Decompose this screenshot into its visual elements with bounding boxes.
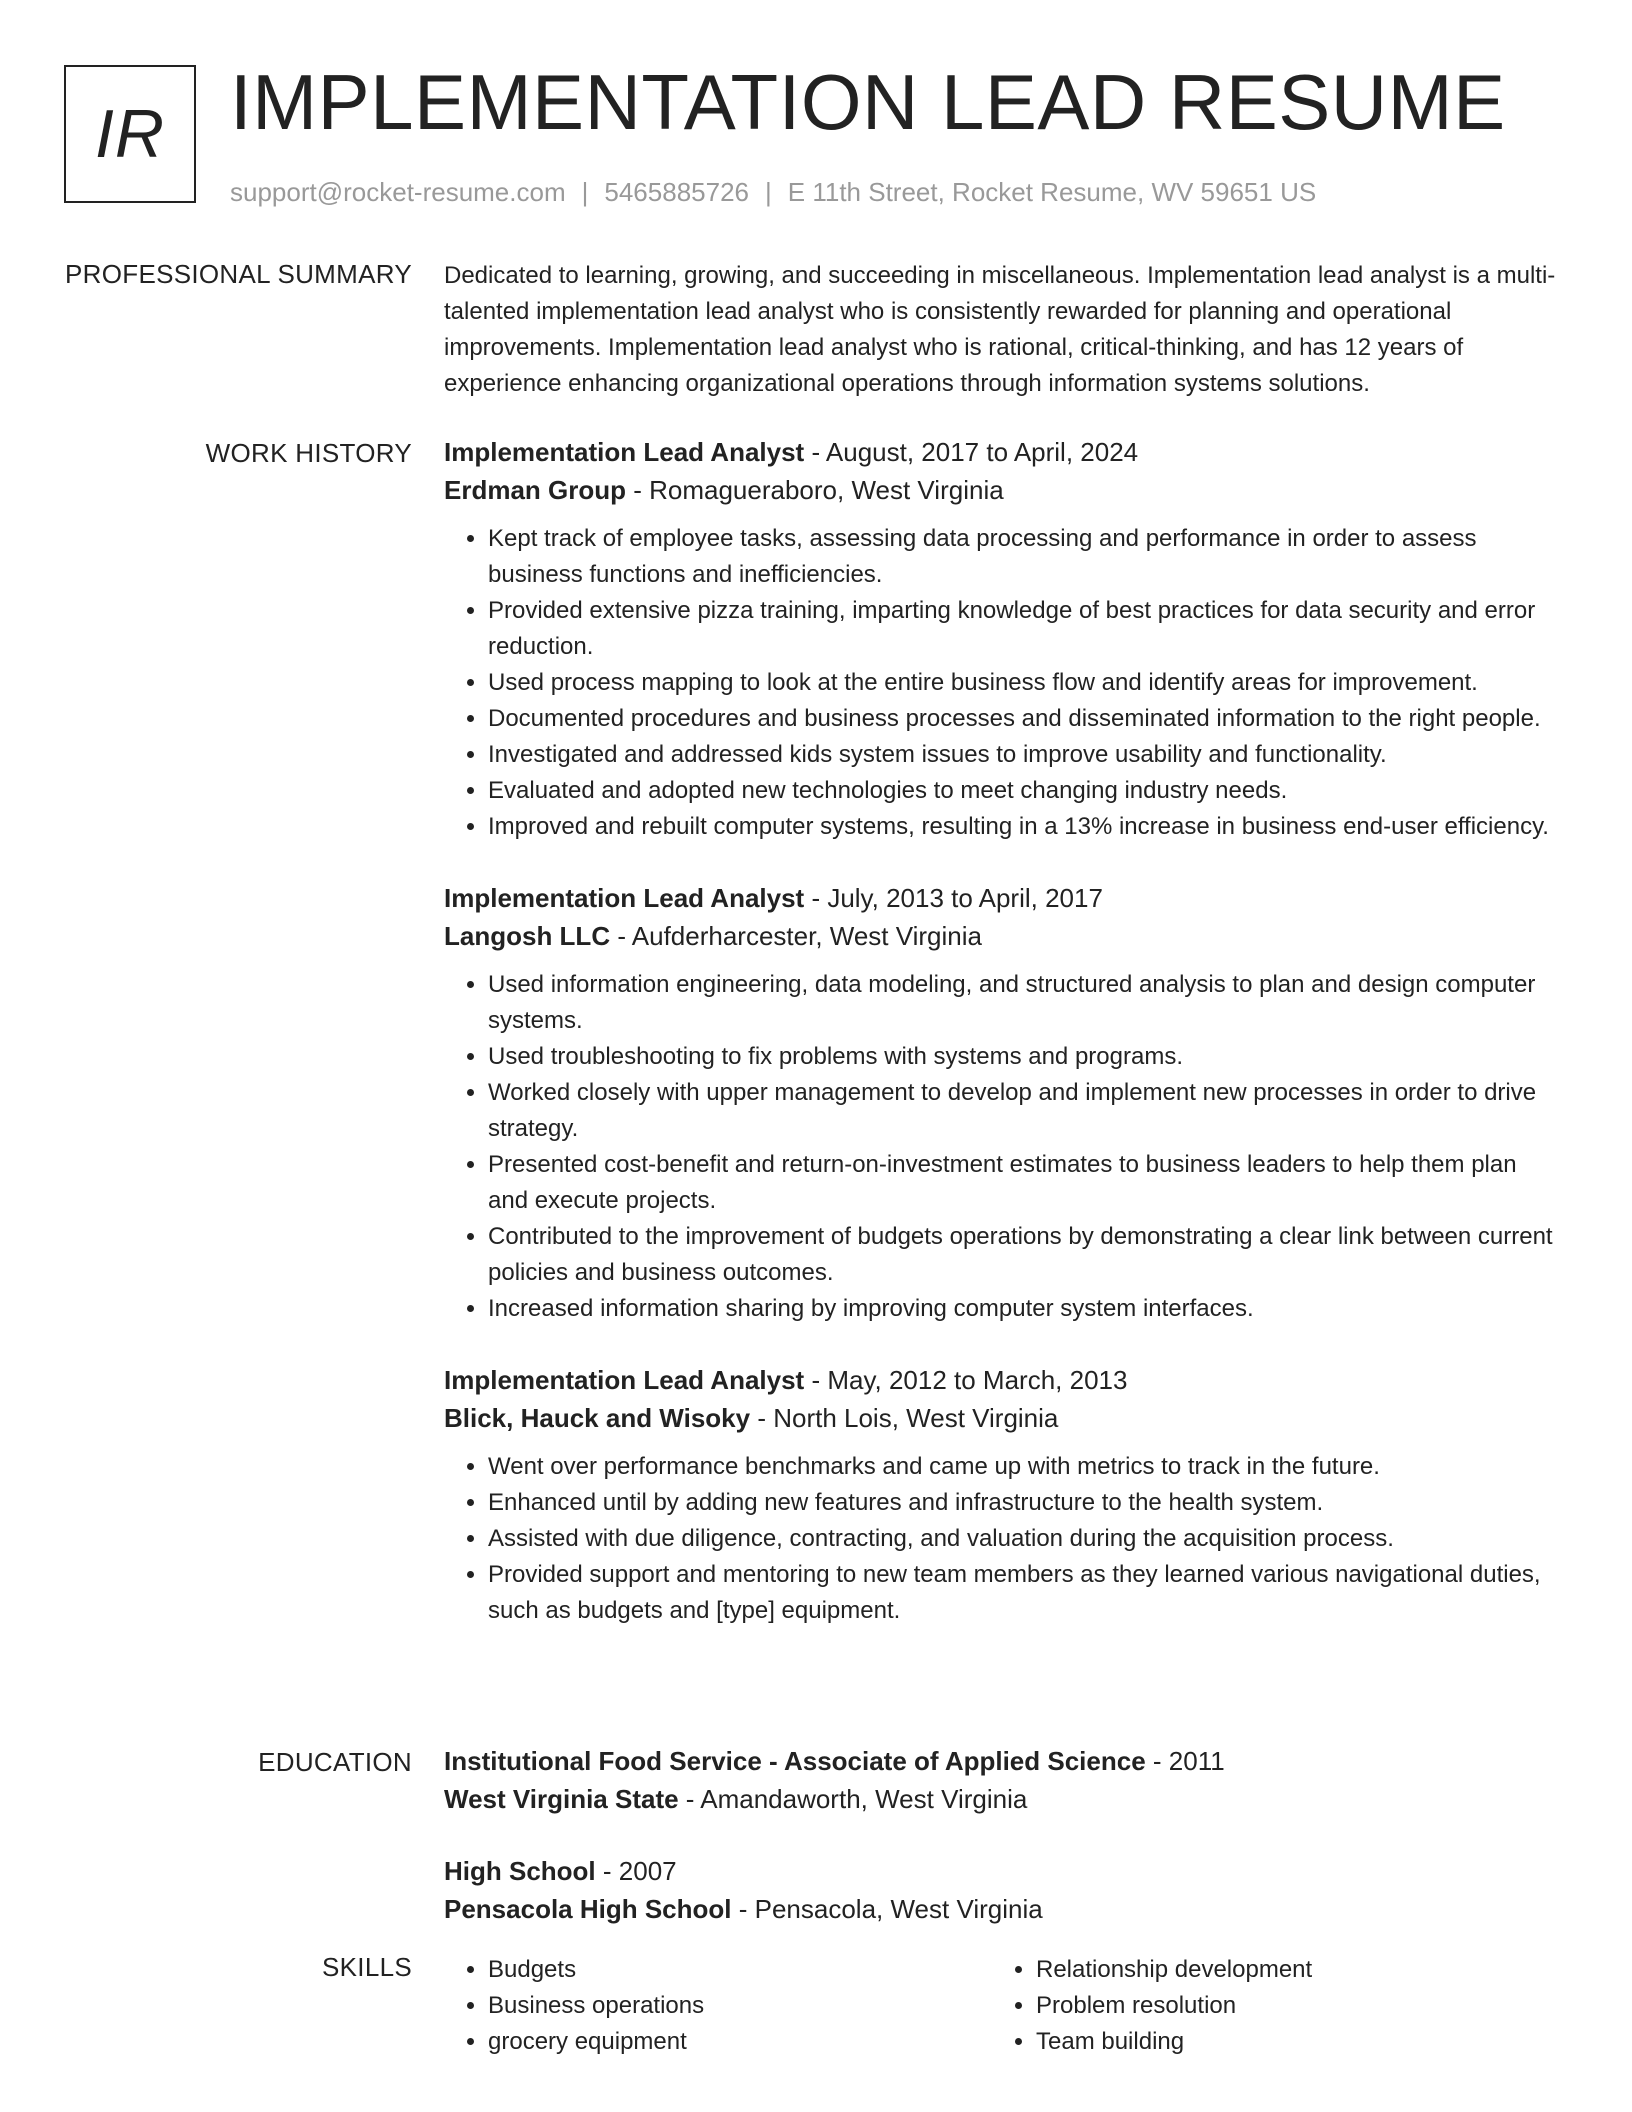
job-bullets: [444, 967, 1559, 1327]
job-company: Blick, Hauck and Wisoky: [444, 1403, 751, 1433]
job-company-line: [444, 1399, 1559, 1437]
contact-address: E 11th Street, Rocket Resume, WV 59651 US: [787, 177, 1317, 207]
education-location: - Pensacola, West Virginia: [731, 1894, 1043, 1924]
job-bullet: • Enhanced until by adding new features and infrastructure to the health system.: [488, 1485, 1559, 1521]
education-degree: High School: [444, 1856, 596, 1886]
education-school: West Virginia State: [444, 1784, 679, 1814]
job-company-line: [444, 917, 1559, 955]
job-location: - Aufderharcester, West Virginia: [610, 921, 982, 951]
contact-phone[interactable]: 5465885726: [604, 177, 749, 207]
job-bullet: • Kept track of employee tasks, assessing data processing and performance in order to assess business functions and inefficiencies.: [488, 521, 1559, 593]
monogram-initials: IR: [95, 96, 165, 172]
job-company-line: [444, 471, 1559, 509]
job-title: Implementation Lead Analyst: [444, 883, 805, 913]
resume-header: [64, 58, 1564, 210]
skills-grid: [444, 1952, 1559, 2060]
skill-item: • Problem resolution: [1036, 1988, 1512, 2024]
job-dates: - August, 2017 to April, 2024: [804, 437, 1139, 467]
skill-item: • grocery equipment: [488, 2024, 992, 2060]
education-school-line: [444, 1890, 1559, 1928]
skills-column-left: [444, 1952, 992, 2060]
job-bullet: • Contributed to the improvement of budgets operations by demonstrating a clear link between current policies and business outcomes.: [488, 1219, 1559, 1291]
contact-separator: |: [581, 177, 589, 207]
skills-column-right: [992, 1952, 1512, 2060]
skill-item: • Business operations: [488, 1988, 992, 2024]
education-location: - Amandaworth, West Virginia: [678, 1784, 1028, 1814]
contact-email[interactable]: support@rocket-resume.com: [230, 177, 566, 207]
education-degree-line: [444, 1742, 1559, 1780]
job-title: Implementation Lead Analyst: [444, 437, 805, 467]
job-bullet: • Provided support and mentoring to new team members as they learned various navigational duties, such as budgets and [type] equipment.: [488, 1557, 1559, 1629]
job-bullets: [444, 521, 1559, 845]
job-title: Implementation Lead Analyst: [444, 1365, 805, 1395]
work-history-heading: WORK HISTORY: [205, 438, 412, 468]
job-title-line: [444, 433, 1559, 471]
job-location: - North Lois, West Virginia: [750, 1403, 1059, 1433]
job-entry: [444, 1361, 1559, 1629]
job-bullet: • Improved and rebuilt computer systems, resulting in a 13% increase in business end-user efficiency.: [488, 809, 1559, 845]
job-bullets: [444, 1449, 1559, 1629]
job-entry: [444, 433, 1559, 845]
skill-item: • Team building: [1036, 2024, 1512, 2060]
education-degree-line: [444, 1852, 1559, 1890]
job-bullet: • Used information engineering, data modeling, and structured analysis to plan and design computer systems.: [488, 967, 1559, 1039]
job-bullet: • Documented procedures and business processes and disseminated information to the right people.: [488, 701, 1559, 737]
education-degree: Institutional Food Service - Associate of Applied Science: [444, 1746, 1146, 1776]
resume-title: IMPLEMENTATION LEAD RESUME: [230, 58, 1506, 146]
skill-item: • Budgets: [488, 1952, 992, 1988]
education-school-line: [444, 1780, 1559, 1818]
contact-separator: |: [765, 177, 772, 207]
education-heading: EDUCATION: [258, 1747, 412, 1777]
education-entry: [444, 1742, 1559, 1818]
skills-heading: SKILLS: [322, 1952, 412, 1982]
skill-item: • Relationship development: [1036, 1952, 1512, 1988]
job-dates: - May, 2012 to March, 2013: [804, 1365, 1128, 1395]
job-company: Langosh LLC: [444, 921, 611, 951]
job-bullet: • Went over performance benchmarks and came up with metrics to track in the future.: [488, 1449, 1559, 1485]
summary-text: Dedicated to learning, growing, and succeeding in miscellaneous. Implementation lead analyst is a multi-talented implementation lead analyst who is consistently rewarded for planning and operational improvements. Implementation lead analyst who is rational, critical-thinking, and has 12 years of experience enhancing organizational operations through information systems solutions.: [444, 262, 1556, 397]
education-entry: [444, 1852, 1559, 1928]
job-list: [444, 433, 1559, 1663]
education-list: [444, 1742, 1559, 1962]
job-dates: - July, 2013 to April, 2017: [804, 883, 1103, 913]
job-company: Erdman Group: [444, 475, 627, 505]
job-bullet: • Presented cost-benefit and return-on-investment estimates to business leaders to help them plan and execute projects.: [488, 1147, 1559, 1219]
job-title-line: [444, 879, 1559, 917]
job-location: - Romagueraboro, West Virginia: [626, 475, 1004, 505]
education-year: - 2011: [1145, 1746, 1225, 1776]
job-bullet: • Used troubleshooting to fix problems with systems and programs.: [488, 1039, 1559, 1075]
education-school: Pensacola High School: [444, 1894, 732, 1924]
job-bullet: • Provided extensive pizza training, imparting knowledge of best practices for data security and error reduction.: [488, 593, 1559, 665]
summary-heading: PROFESSIONAL SUMMARY: [65, 259, 412, 289]
job-bullet: • Worked closely with upper management to develop and implement new processes in order to drive strategy.: [488, 1075, 1559, 1147]
contact-line: [230, 177, 1316, 208]
job-bullet: • Evaluated and adopted new technologies to meet changing industry needs.: [488, 773, 1559, 809]
job-bullet: • Investigated and addressed kids system issues to improve usability and functionality.: [488, 737, 1559, 773]
job-bullet: • Used process mapping to look at the entire business flow and identify areas for improvement.: [488, 665, 1559, 701]
job-bullet: • Increased information sharing by improving computer system interfaces.: [488, 1291, 1559, 1327]
monogram-badge: [64, 65, 196, 203]
job-entry: [444, 879, 1559, 1327]
education-year: - 2007: [595, 1856, 677, 1886]
job-bullet: • Assisted with due diligence, contracting, and valuation during the acquisition process.: [488, 1521, 1559, 1557]
job-title-line: [444, 1361, 1559, 1399]
